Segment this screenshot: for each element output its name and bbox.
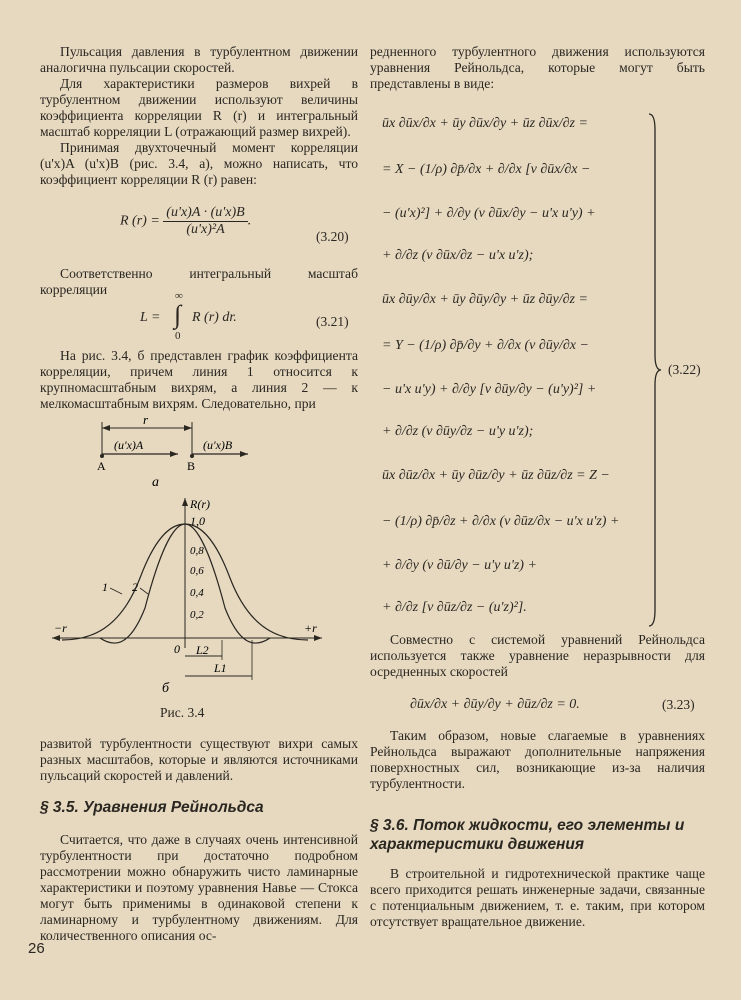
- subfigure-a-label: а: [152, 475, 159, 490]
- reynolds-line-5: ūx ∂ūy/∂x + ūy ∂ūy/∂y + ūz ∂ūy/∂z =: [382, 292, 588, 307]
- system-brace: [645, 110, 665, 630]
- tick-0-8: 0,8: [190, 545, 204, 557]
- reynolds-line-3: − (u'x)²] + ∂/∂y (ν ∂ūx/∂y − u'x u'y) +: [382, 206, 596, 221]
- eq-321-lower-limit: 0: [175, 330, 181, 342]
- paragraph-continuity: Совместно с системой уравнений Рейнольдса используется также уравнение неразрывности для осредненных скоростей: [370, 632, 705, 679]
- l1-label: L1: [214, 661, 227, 675]
- section-3-6-heading: § 3.6. Поток жидкости, его элементы и характеристики движения: [370, 817, 685, 853]
- eq-321-lhs: L =: [140, 310, 161, 325]
- paragraph-two-point-moment: Принимая двухточечный момент корреляции (u'x)A (u'x)B (рис. 3.4, а), можно написать, что коэффициент корреляции R (r) равен:: [40, 140, 358, 187]
- paragraph-pulsation: Пульсация давления в турбулентном движении аналогична пульсации скоростей.: [40, 44, 358, 75]
- reynolds-line-11: + ∂/∂y (ν ∂ū/∂y − u'y u'z) +: [382, 558, 537, 573]
- paragraph-developed-turbulence: развитой турбулентности существуют вихри самых разных масштабов, которые и являются источниками пульсаций скоростей и давлений.: [40, 736, 358, 783]
- page-number: 26: [28, 940, 45, 957]
- eq-320-lhs: R (r) =: [120, 213, 160, 229]
- r-label: r: [143, 412, 149, 427]
- paragraph-figure-description: На рис. 3.4, б представлен график коэффициента корреляции, причем линия 1 относится к крупномасштабным вихрям, а линия 2 — к мелкомасштабным вихрям. Следовательно, при: [40, 348, 358, 411]
- tick-1-0: 1,0: [190, 514, 205, 528]
- reynolds-line-1: ūx ∂ūx/∂x + ūy ∂ūx/∂y + ūz ∂ūx/∂z =: [382, 116, 588, 131]
- eq-320-denominator: (u'x)²A: [186, 222, 225, 237]
- ua-label: (u'x)A: [114, 438, 144, 452]
- reynolds-line-7: − u'x u'y) + ∂/∂y [ν ∂ūy/∂y − (u'y)²] +: [382, 382, 597, 397]
- eq-320-numerator: (u'x)A · (u'x)B: [163, 205, 247, 222]
- paragraph-navier-stokes: Считается, что даже в случаях очень интенсивной турбулентности при достаточно подробном рассмотрении можно обнаружить чисто ламинарные характеристики и поэтому уравнения Навье — Стокса могут быть применимы в одинаковой степени к ламинарному и турбулентному движениям. Для количественного описания ос-: [40, 832, 358, 943]
- reynolds-line-2: = X − (1/ρ) ∂p̄/∂x + ∂/∂x [ν ∂ūx/∂x −: [382, 162, 591, 177]
- minus-r-label: −r: [54, 621, 67, 635]
- eq-321-rhs: R (r) dr.: [192, 310, 237, 325]
- tick-0-2: 0,2: [190, 609, 204, 621]
- ub-label: (u'x)B: [203, 438, 233, 452]
- eq-323-number: (3.23): [662, 697, 695, 712]
- equation-3-20: R (r) = $\frac{(u'x)A \cdot (u'x)B}{\text{(u'x)²A}}$ .: [120, 205, 252, 237]
- curve-2-label: 2: [132, 580, 138, 594]
- figure-caption: Рис. 3.4: [160, 705, 205, 720]
- reynolds-line-4: + ∂/∂z (ν ∂ūx/∂z − u'x u'z);: [382, 248, 534, 263]
- paragraph-new-terms: Таким образом, новые слагаемые в уравнениях Рейнольдса выражают дополнительные напряжения поверхностных сил, возникающие из-за наличия турбулентности.: [370, 728, 705, 791]
- figure-3-4: [40, 408, 340, 708]
- curve-1-label: 1: [102, 580, 108, 594]
- plus-r-label: +r: [304, 621, 317, 635]
- section-3-5-heading: § 3.5. Уравнения Рейнольдса: [40, 799, 264, 816]
- paragraph-potential-flow: В строительной и гидротехнической практике чаще всего приходится решать инженерные задачи, связанные с потенциальным движением, т. е. таким, при котором отсутствует вращательное движение.: [370, 866, 705, 929]
- point-a-label: A: [97, 459, 106, 473]
- tick-0-4: 0,4: [190, 587, 204, 599]
- reynolds-line-6: = Y − (1/ρ) ∂p̄/∂y + ∂/∂x (ν ∂ūy/∂x −: [382, 338, 589, 353]
- integral-sign: ∫: [174, 300, 182, 329]
- tick-0-6: 0,6: [190, 565, 204, 577]
- axis-R-label: R(r): [190, 497, 210, 511]
- eq-321-upper-limit: ∞: [175, 290, 183, 302]
- reynolds-line-8: + ∂/∂z (ν ∂ūy/∂z − u'y u'z);: [382, 424, 534, 439]
- left-column: [40, 44, 358, 188]
- eq-322-number: (3.22): [668, 362, 701, 377]
- l2-label: L2: [196, 643, 209, 657]
- reynolds-line-9: ūx ∂ūz/∂x + ūy ∂ūz/∂y + ūz ∂ūz/∂z = Z −: [382, 468, 610, 483]
- origin-label: 0: [174, 642, 180, 656]
- paragraph-correlation-intro: Для характеристики размеров вихрей в турбулентном движении используют величины коэффициента корреляции R (r) и интегральный масштаб корреляции L (отражающий размер вихрей).: [40, 76, 358, 139]
- reynolds-line-10: − (1/ρ) ∂p̄/∂z + ∂/∂x (ν ∂ūz/∂x − u'x u'z) +: [382, 514, 620, 529]
- eq-320-number: (3.20): [316, 229, 349, 244]
- paragraph-integral-scale: Соответственно интегральный масштаб корреляции: [40, 266, 358, 297]
- reynolds-line-12: + ∂/∂z [ν ∂ūz/∂z − (u'z)²].: [382, 600, 527, 615]
- point-b-label: B: [187, 459, 196, 473]
- subfigure-b-label: б: [162, 681, 170, 696]
- equation-3-23: ∂ūx/∂x + ∂ūy/∂y + ∂ūz/∂z = 0.: [410, 697, 580, 712]
- eq-321-number: (3.21): [316, 314, 349, 329]
- paragraph-reynolds-intro: редненного турбулентного движения используются уравнения Рейнольдса, которые могут быть представлены в виде:: [370, 44, 705, 91]
